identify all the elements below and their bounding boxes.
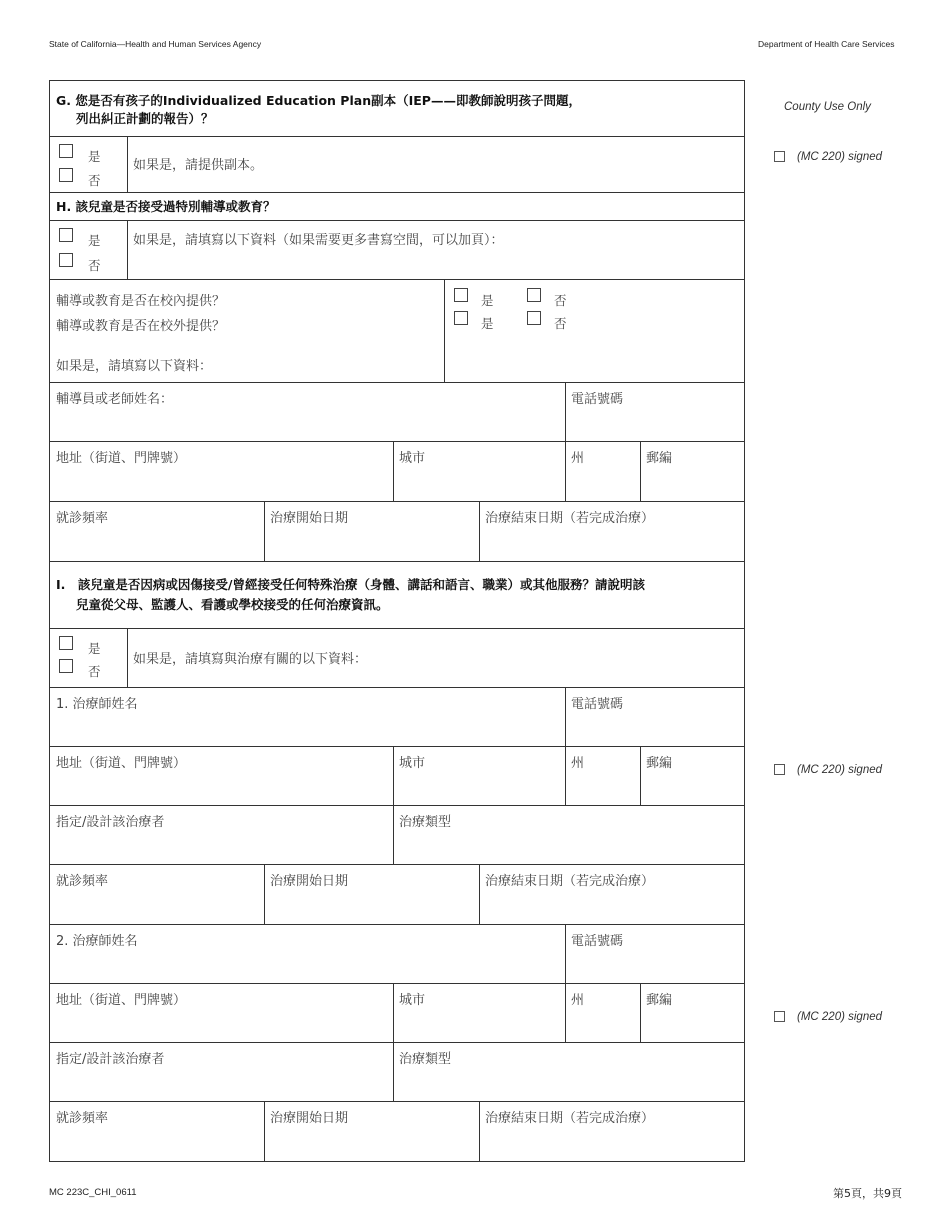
- in-school-yes-checkbox[interactable]: [454, 288, 468, 302]
- therapist-1-start-date-label: 治療開始日期: [270, 874, 349, 889]
- therapist-2-zip-label: 郵編: [646, 993, 673, 1008]
- county-signed-checkbox-3[interactable]: [774, 1011, 785, 1022]
- therapist-1-prescriber-label: 指定/設計該治療者: [56, 815, 165, 830]
- therapist-1-end-date-label: 治療結束日期（若完成治療）: [485, 874, 655, 889]
- section-h-out-school-question: 輔導或教育是否在校外提供？: [56, 319, 226, 334]
- agency-header: State of California—Health and Human Services Agency: [49, 39, 262, 49]
- therapist-1-state-label: 州: [571, 756, 585, 771]
- counselor-phone-label: 電話號碼: [571, 392, 624, 407]
- therapist-2-prescriber-field[interactable]: [50, 1043, 394, 1102]
- counselor-zip-field[interactable]: [641, 442, 745, 502]
- therapist-1-address-label: 地址（街道、門牌號）: [56, 756, 187, 771]
- therapist-2-address-field[interactable]: [50, 984, 394, 1043]
- section-g-instruction: 如果是，請提供副本。: [133, 158, 264, 173]
- section-h-yes-checkbox[interactable]: [59, 228, 73, 242]
- section-i-instruction-cell: [128, 629, 745, 688]
- therapist-2-frequency-field[interactable]: [50, 1102, 265, 1162]
- section-i-no-checkbox[interactable]: [59, 659, 73, 673]
- department-header: Department of Health Care Services: [758, 39, 895, 49]
- section-g-question-line2: 列出糾正計劃的報告）？: [76, 111, 214, 126]
- counselor-city-label: 城市: [399, 451, 426, 466]
- section-g-yesno-cell: [50, 137, 128, 193]
- section-i-question-line1: I. 該兒童是否因病或因傷接受/曾經接受任何特殊治療（身體、講話和語言、職業）或其他服務？請說明該: [56, 577, 645, 592]
- section-g-question-cell: [50, 81, 745, 137]
- section-i-yes-checkbox[interactable]: [59, 636, 73, 650]
- therapist-1-type-label: 治療類型: [399, 815, 452, 830]
- counselor-name-field[interactable]: [50, 383, 566, 442]
- therapist-1-city-field[interactable]: [394, 747, 566, 806]
- therapist-2-end-date-label: 治療結束日期（若完成治療）: [485, 1111, 655, 1126]
- section-h-instruction: 如果是，請填寫以下資料（如果需要更多書寫空間，可以加頁）：: [133, 233, 504, 248]
- counselor-start-date-field[interactable]: [265, 502, 480, 562]
- therapist-1-name-field[interactable]: [50, 688, 566, 747]
- therapist-2-state-field[interactable]: [566, 984, 641, 1043]
- section-g-yes-label: 是: [88, 149, 101, 164]
- out-school-yes-label: 是: [481, 316, 494, 331]
- therapist-1-start-date-field[interactable]: [265, 865, 480, 925]
- section-h-in-school-question: 輔導或教育是否在校內提供？: [56, 294, 226, 309]
- section-g-instruction-cell: [128, 137, 745, 193]
- form-id-footer: MC 223C_CHI_0611: [49, 1187, 137, 1198]
- section-h-no-label: 否: [88, 258, 101, 273]
- out-school-no-label: 否: [554, 316, 567, 331]
- section-i-yesno-cell: [50, 629, 128, 688]
- section-h-no-checkbox[interactable]: [59, 253, 73, 267]
- counselor-phone-field[interactable]: [566, 383, 745, 442]
- therapist-2-type-label: 治療類型: [399, 1052, 452, 1067]
- section-h-location-cell: [50, 280, 445, 383]
- counselor-address-label: 地址（街道、門牌號）: [56, 451, 187, 466]
- in-school-no-label: 否: [554, 293, 567, 308]
- out-school-no-checkbox[interactable]: [527, 311, 541, 325]
- therapist-1-end-date-field[interactable]: [480, 865, 745, 925]
- counselor-zip-label: 郵編: [646, 451, 673, 466]
- therapist-2-start-date-field[interactable]: [265, 1102, 480, 1162]
- therapist-2-end-date-field[interactable]: [480, 1102, 745, 1162]
- county-signed-checkbox-2[interactable]: [774, 764, 785, 775]
- therapist-2-phone-label: 電話號碼: [571, 934, 624, 949]
- county-signed-label-2: (MC 220) signed: [797, 764, 883, 776]
- county-signed-label-3: (MC 220) signed: [797, 1011, 883, 1023]
- county-use-title: County Use Only: [784, 101, 871, 113]
- section-h-yesno-cell: [50, 221, 128, 280]
- therapist-2-name-field[interactable]: [50, 925, 566, 984]
- in-school-yes-label: 是: [481, 293, 494, 308]
- in-school-no-checkbox[interactable]: [527, 288, 541, 302]
- form-table: [49, 80, 745, 1162]
- section-h-instruction-cell: [128, 221, 745, 280]
- therapist-2-prescriber-label: 指定/設計該治療者: [56, 1052, 165, 1067]
- section-g-no-checkbox[interactable]: [59, 168, 73, 182]
- counselor-start-date-label: 治療開始日期: [270, 511, 349, 526]
- section-i-instruction: 如果是，請填寫與治療有關的以下資料：: [133, 652, 368, 667]
- therapist-1-frequency-label: 就診頻率: [56, 874, 109, 889]
- therapist-1-city-label: 城市: [399, 756, 426, 771]
- out-school-yes-checkbox[interactable]: [454, 311, 468, 325]
- therapist-2-city-label: 城市: [399, 993, 426, 1008]
- section-h-yes-label: 是: [88, 233, 101, 248]
- section-g-question-line1: G. 您是否有孩子的Individualized Education Plan副本（IEP——即教師說明孩子問題，: [56, 93, 581, 108]
- therapist-1-address-field[interactable]: [50, 747, 394, 806]
- therapist-1-phone-field[interactable]: [566, 688, 745, 747]
- therapist-2-zip-field[interactable]: [641, 984, 745, 1043]
- counselor-name-label: 輔導員或老師姓名：: [56, 392, 174, 407]
- therapist-2-name-label: 2. 治療師姓名: [56, 934, 138, 949]
- therapist-1-name-label: 1. 治療師姓名: [56, 697, 138, 712]
- therapist-2-frequency-label: 就診頻率: [56, 1111, 109, 1126]
- county-signed-checkbox-1[interactable]: [774, 151, 785, 162]
- therapist-1-phone-label: 電話號碼: [571, 697, 624, 712]
- therapist-2-start-date-label: 治療開始日期: [270, 1111, 349, 1126]
- therapist-1-zip-label: 郵編: [646, 756, 673, 771]
- counselor-address-field[interactable]: [50, 442, 394, 502]
- section-i-yes-label: 是: [88, 641, 101, 656]
- section-g-yes-checkbox[interactable]: [59, 144, 73, 158]
- counselor-state-field[interactable]: [566, 442, 641, 502]
- counselor-state-label: 州: [571, 451, 585, 466]
- counselor-frequency-label: 就診頻率: [56, 511, 109, 526]
- therapist-2-state-label: 州: [571, 993, 585, 1008]
- therapist-1-state-field[interactable]: [566, 747, 641, 806]
- therapist-1-type-field[interactable]: [394, 806, 745, 865]
- therapist-2-address-label: 地址（街道、門牌號）: [56, 993, 187, 1008]
- county-signed-label-1: (MC 220) signed: [797, 151, 883, 163]
- therapist-1-frequency-field[interactable]: [50, 865, 265, 925]
- section-i-question-cell: [50, 562, 745, 629]
- counselor-end-date-label: 治療結束日期（若完成治療）: [485, 511, 655, 526]
- counselor-end-date-field[interactable]: [480, 502, 745, 562]
- section-g-no-label: 否: [88, 173, 101, 188]
- therapist-2-city-field[interactable]: [394, 984, 566, 1043]
- therapist-2-type-field[interactable]: [394, 1043, 745, 1102]
- section-h-question: H. 該兒童是否接受過特別輔導或教育？: [56, 199, 276, 214]
- counselor-frequency-field[interactable]: [50, 502, 265, 562]
- section-h-if-yes-note: 如果是，請填寫以下資料：: [56, 359, 213, 374]
- page-number: 第5頁，共9頁: [833, 1187, 902, 1200]
- section-h-question-cell: [50, 193, 745, 221]
- therapist-1-zip-field[interactable]: [641, 747, 745, 806]
- section-h-location-options-cell: [445, 280, 745, 383]
- section-i-question-line2: 兒童從父母、監護人、看護或學校接受的任何治療資訊。: [76, 597, 389, 612]
- counselor-city-field[interactable]: [394, 442, 566, 502]
- therapist-1-prescriber-field[interactable]: [50, 806, 394, 865]
- therapist-2-phone-field[interactable]: [566, 925, 745, 984]
- section-i-no-label: 否: [88, 664, 101, 679]
